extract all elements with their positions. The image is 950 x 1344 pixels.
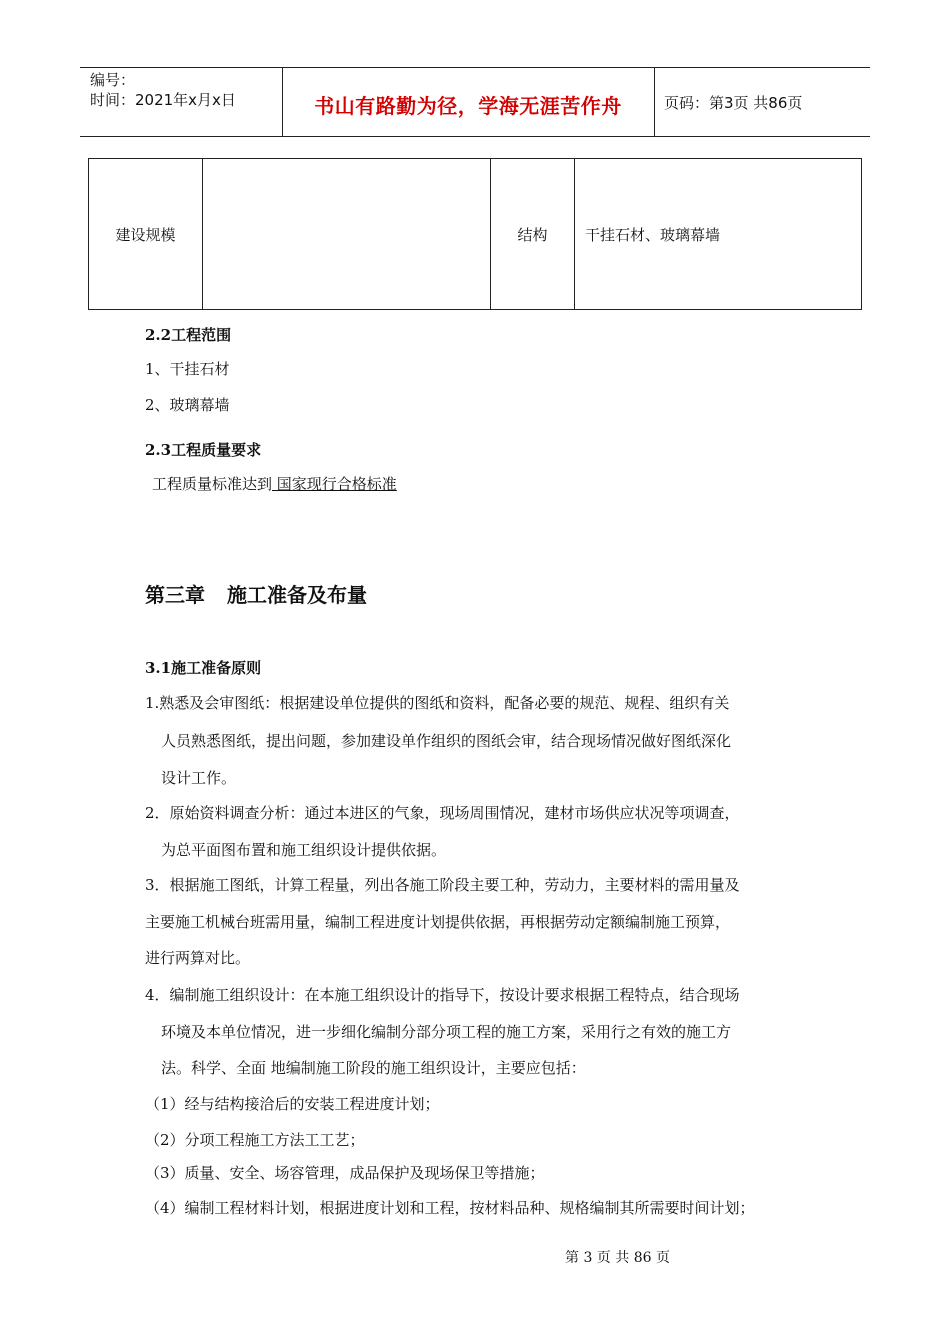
list-item: （3）质量、安全、场容管理，成品保护及现场保卫等措施； <box>145 1164 545 1182</box>
scope-item-2: 2、玻璃幕墙 <box>145 396 230 414</box>
quality-prefix: 工程质量标准达到 <box>152 475 273 493</box>
structure-value-cell: 干挂石材、玻璃幕墙 <box>575 159 862 310</box>
section-2-2-title: 2.2工程范围 <box>145 326 232 344</box>
quality-requirement-text <box>152 474 397 494</box>
paragraph-line: 主要施工机械台班需用量，编制工程进度计划提供依据，再根据劳动定额编制施工预算， <box>145 913 731 931</box>
header-date-label: 时间：2021年x月x日 <box>90 91 236 109</box>
section-3-1-title: 3.1施工准备原则 <box>145 659 262 677</box>
project-info-table <box>88 158 862 310</box>
chapter-heading <box>145 579 367 608</box>
list-item: （4）编制工程材料计划，根据进度计划和工程，按材料品种、规格编制其所需要时间计划； <box>145 1199 755 1217</box>
list-item: （1）经与结构接洽后的安装工程进度计划； <box>145 1095 440 1113</box>
chapter-number: 第三章 <box>145 583 205 607</box>
chapter-title: 施工准备及布量 <box>227 583 367 607</box>
page-footer: 第 3 页 共 86 页 <box>565 1250 670 1266</box>
paragraph-line: 设计工作。 <box>161 769 237 787</box>
scale-label-cell: 建设规模 <box>89 159 203 310</box>
paragraph-line: 1.熟悉及会审图纸：根据建设单位提供的图纸和资料，配备必要的规范、规程、组织有关 <box>145 694 730 712</box>
paragraph-line: 为总平面图布置和施工组织设计提供依据。 <box>161 841 447 859</box>
scale-value-cell <box>203 159 491 310</box>
paragraph-line: 3．根据施工图纸，计算工程量，列出各施工阶段主要工种，劳动力，主要材料的需用量及 <box>145 876 740 894</box>
paragraph-line: 法。科学、全面 地编制施工阶段的施工组织设计，主要应包括： <box>161 1059 586 1077</box>
header-meta <box>80 68 283 136</box>
paragraph-line: 进行两算对比。 <box>145 949 251 967</box>
paragraph-line: 人员熟悉图纸，提出问题，参加建设单作组织的图纸会审，结合现场情况做好图纸深化 <box>161 732 732 750</box>
quality-standard-underlined: 国家现行合格标准 <box>272 475 397 493</box>
header-page-label: 页码：第3页 共86页 <box>664 94 803 112</box>
paragraph-line: 4．编制施工组织设计：在本施工组织设计的指导下，按设计要求根据工程特点，结合现场 <box>145 986 740 1004</box>
paragraph-line: 2．原始资料调查分析：通过本进区的气象，现场周围情况，建材市场供应状况等项调查， <box>145 804 740 822</box>
header-motto-cell <box>282 68 655 136</box>
page-header <box>80 67 870 137</box>
table-row <box>89 159 862 310</box>
section-2-3-title: 2.3工程质量要求 <box>145 441 262 459</box>
scope-item-1: 1、干挂石材 <box>145 360 230 378</box>
header-motto: 书山有路勤为径，学海无涯苦作舟 <box>314 94 622 118</box>
structure-label-cell: 结构 <box>491 159 575 310</box>
list-item: （2）分项工程施工方法工工艺； <box>145 1131 365 1149</box>
header-number-label: 编号： <box>90 71 136 89</box>
paragraph-line: 环境及本单位情况，进一步细化编制分部分项工程的施工方案，采用行之有效的施工方 <box>161 1023 732 1041</box>
